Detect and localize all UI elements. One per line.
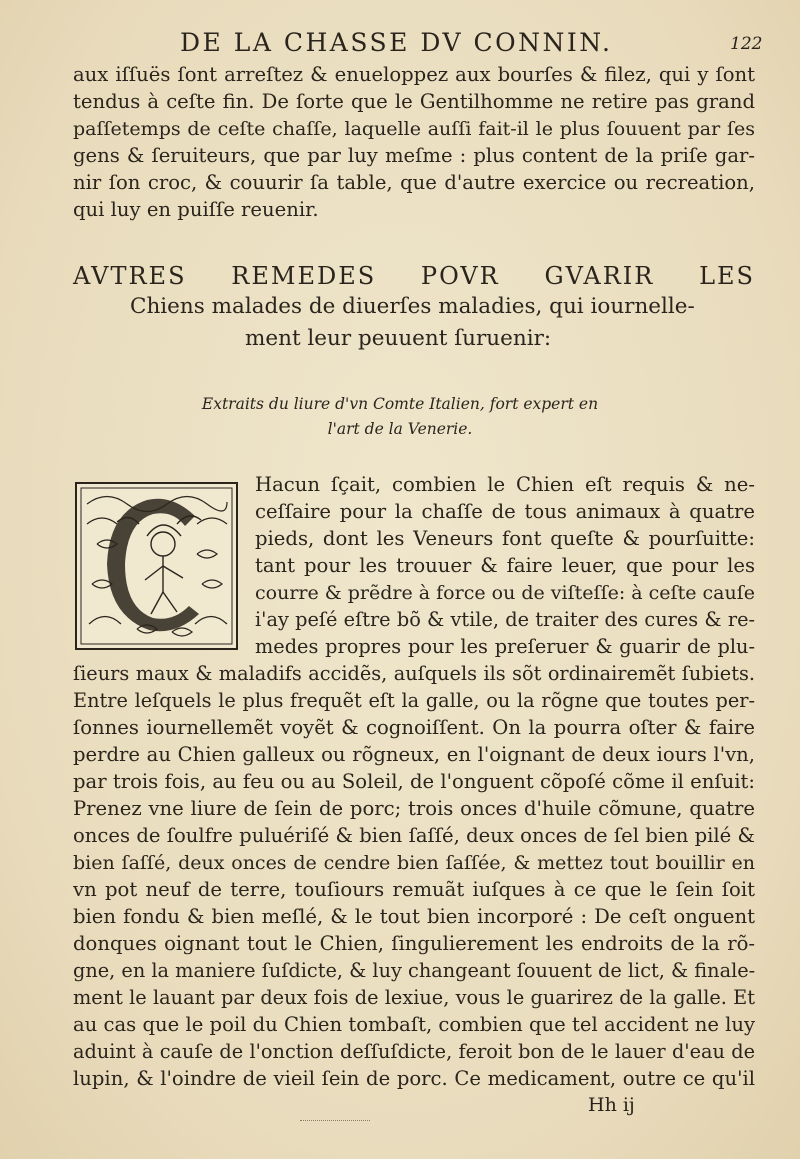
text-line: Hacun ſçait, combien le Chien eſt requis & ne- [255, 473, 755, 496]
chapter-subheading: ment leur peuuent ſuruenir: [245, 326, 552, 351]
text-line: paſſetemps de ceſte chaſſe, laquelle auſſi fait-il le plus ſouuent par ſes [73, 118, 755, 140]
text-line: bien fondu & bien meſlé, & le tout bien incorporé : De ceſt onguent [73, 905, 755, 928]
catchword-signature: Hh ij [588, 1094, 635, 1116]
chapter-heading: AVTRES REMEDES POVR GVARIR LES [73, 262, 755, 290]
text-line: ſonnes iournellemẽt voyẽt & cognoiſſent. On la pourra oſter & faire [73, 716, 755, 739]
running-head [0, 28, 800, 62]
chapter-subheading: Chiens malades de diuerſes maladies, qui iournelle- [130, 294, 695, 319]
source-note: Extraits du liure d'vn Comte Italien, fort expert en [201, 395, 599, 413]
text-line: onces de ſoulfre puluériſé & bien ſaſſé, deux onces de ſel bien pilé & [73, 824, 755, 847]
text-line: par trois fois, au feu ou au Soleil, de l'onguent cõpoſé cõme il enſuit: [73, 770, 755, 793]
source-note: l'art de la Venerie. [327, 420, 473, 438]
text-line: tendus à ceſte fin. De ſorte que le Gentilhomme ne retire pas grand [73, 90, 755, 113]
decorated-initial-C-icon [75, 482, 238, 650]
text-line: bien ſaſſé, deux onces de cendre bien ſaſſée, & mettez tout bouillir en [73, 852, 755, 874]
text-line: ment le lauant par deux fois de lexiue, vous le guarirez de la galle. Et [73, 986, 755, 1009]
text-line: au cas que le poil du Chien tombaſt, combien que tel accident ne luy [73, 1013, 755, 1036]
text-line: i'ay peſé eſtre bõ & vtile, de traiter des cures & re- [255, 608, 755, 631]
text-line: ſieurs maux & maladifs accidẽs, auſquels ils sõt ordinairemẽt ſubiets. [73, 662, 755, 685]
text-line: qui luy en puiſſe reuenir. [73, 198, 319, 221]
text-line: Prenez vne liure de ſein de porc; trois onces d'huile cõmune, quatre [73, 797, 755, 820]
text-line: aux iſſuës ſont arreſtez & enueloppez aux bourſes & filez, qui y ſont [73, 63, 755, 86]
text-line: vn pot neuf de terre, touſiours remuãt iuſques à ce que le ſein ſoit [73, 878, 755, 901]
text-line: gne, en la maniere ſuſdicte, & luy changeant ſouuent de lict, & finale- [73, 959, 755, 982]
text-line: pieds, dont les Veneurs font queſte & pourſuitte: [255, 527, 755, 550]
text-line: perdre au Chien galleux ou rõgneux, en l'oignant de deux iours l'vn, [73, 743, 755, 766]
text-line: courre & prẽdre à force ou de viſteſſe: à ceſte cauſe [255, 582, 755, 604]
text-line: aduint à cauſe de l'onction deſſuſdicte, feroit bon de le lauer d'eau de [73, 1040, 755, 1063]
text-line: nir ſon croc, & couurir ſa table, que d'autre exercice ou recreation, [73, 171, 755, 194]
text-line: lupin, & l'oindre de vieil ſein de porc. Ce medicament, outre ce qu'il [73, 1067, 755, 1090]
text-line: Entre leſquels le plus frequẽt eſt la galle, ou la rõgne que toutes per- [73, 689, 755, 712]
text-line: medes propres pour les preſeruer & guarir de plu- [255, 635, 755, 658]
text-line: donques oignant tout le Chien, ſingulierement les endroits de la rõ- [73, 932, 755, 955]
running-title: DE LA CHASSE DV CONNIN. [180, 28, 613, 57]
text-line: ceſſaire pour la chaſſe de tous animaux à quatre [255, 500, 755, 523]
decorative-rule [300, 1120, 370, 1122]
text-line: tant pour les trouuer & faire leuer, que pour les [255, 554, 755, 577]
folio-number: 122 [730, 34, 763, 54]
text-line: gens & ſeruiteurs, que par luy meſme : plus content de la priſe gar- [73, 144, 755, 167]
